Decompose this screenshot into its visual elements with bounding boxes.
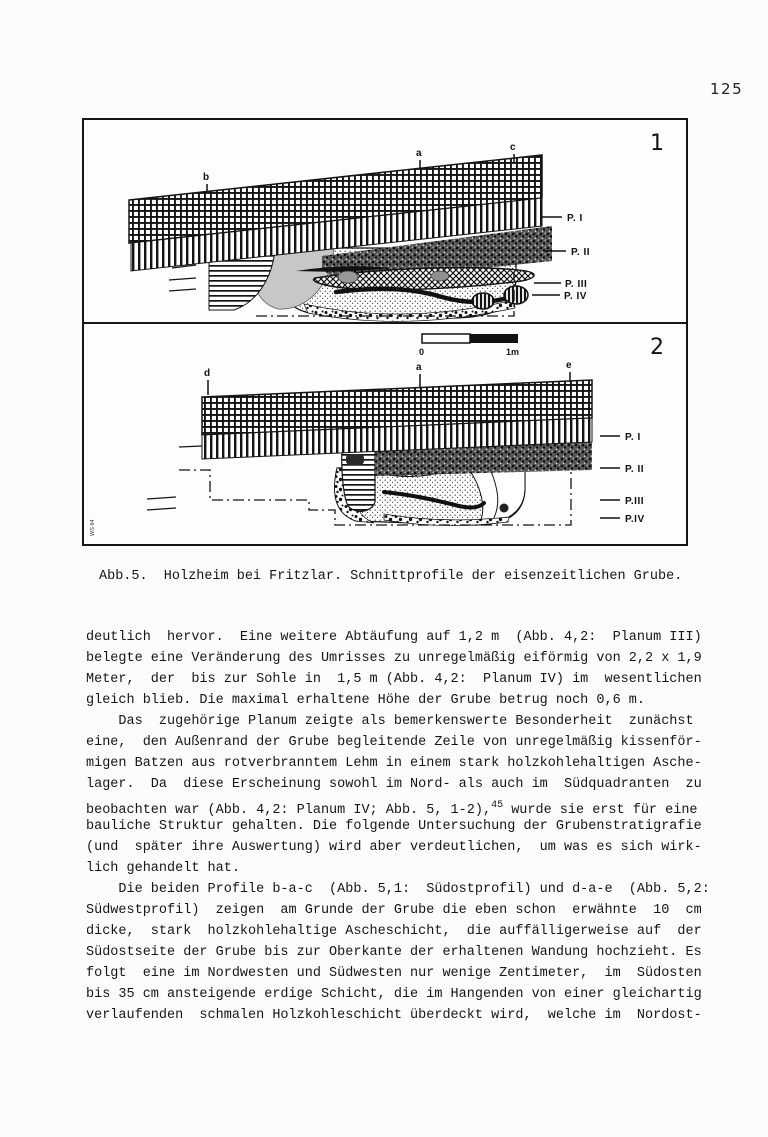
label-planum-2: P. II: [571, 247, 590, 258]
panel-2-number: 2: [650, 335, 664, 360]
body-line: eine, den Außenrand der Grube begleitende Zeile von unregelmäßig kissenför-: [86, 735, 702, 750]
label-planum-4: P. IV: [564, 291, 587, 302]
body-line: (und später ihre Auswertung) wird aber verdeutlichen, um was es sich wirk-: [86, 840, 702, 855]
label-planum-4: P.IV: [625, 514, 645, 525]
figure-panel-1: [84, 120, 686, 324]
body-line: lich gehandelt hat.: [86, 861, 240, 876]
body-line: dicke, stark holzkohlehaltige Ascheschicht, die auffälligerweise auf der: [86, 924, 702, 939]
body-line: bis 35 cm ansteigende erdige Schicht, die im Hangenden von einer gleichartig: [86, 987, 702, 1002]
label-planum-3: P.III: [625, 496, 644, 507]
body-line: deutlich hervor. Eine weitere Abtäufung auf 1,2 m (Abb. 4,2: Planum III): [86, 630, 702, 645]
body-line: gleich blieb. Die maximal erhaltene Höhe der Grube betrug noch 0,6 m.: [86, 693, 645, 708]
body-line: belegte eine Veränderung des Umrisses zu unregelmäßig eiförmig von 2,2 x 1,9: [86, 651, 702, 666]
body-line: verlaufenden schmalen Holzkohleschicht überdeckt wird, welche im Nordost-: [86, 1008, 702, 1023]
marker-c: c: [510, 142, 516, 153]
figure-panel-2: [84, 324, 686, 544]
body-line-text: beobachten war (Abb. 4,2: Planum IV; Abb. 5, 1-2),: [86, 803, 492, 818]
body-text: [86, 627, 710, 1026]
footnote-reference: 45: [491, 800, 504, 811]
marker-b: b: [203, 172, 210, 183]
figure-box: [82, 118, 688, 546]
body-line-with-footnote: [86, 795, 710, 816]
profile-drawing-2: [84, 324, 686, 544]
page-number: 125: [710, 80, 744, 98]
body-line: bauliche Struktur gehalten. Die folgende Untersuchung der Grubenstratigrafie: [86, 819, 702, 834]
figure-caption: Abb.5. Holzheim bei Fritzlar. Schnittprofile der eisenzeitlichen Grube.: [99, 569, 683, 584]
scale-bar-white: [422, 334, 470, 343]
marker-a: a: [416, 362, 422, 373]
body-line-text: wurde sie erst für eine: [503, 803, 698, 818]
marker-e: e: [566, 360, 572, 371]
body-line: Südwestprofil) zeigen am Grunde der Grube die eben schon erwähnte 10 cm: [86, 903, 702, 918]
body-line: lager. Da diese Erscheinung sowohl im Nord- als auch im Südquadranten zu: [86, 777, 702, 792]
body-line: Die beiden Profile b-a-c (Abb. 5,1: Südostprofil) und d-a-e (Abb. 5,2:: [86, 882, 710, 897]
label-planum-2: P. II: [625, 464, 644, 475]
label-planum-1: P. I: [567, 213, 583, 224]
marker-d: d: [204, 368, 211, 379]
illustrator-mark: WS 84: [90, 519, 96, 536]
marker-a: a: [416, 148, 422, 159]
body-line: Meter, der bis zur Sohle in 1,5 m (Abb. 4,2: Planum IV) im wesentlichen: [86, 672, 702, 687]
scale-bar-black: [470, 334, 518, 343]
profile-drawing-1: [84, 120, 686, 322]
scale-zero: 0: [419, 347, 425, 357]
body-line: Südostseite der Grube bis zur Oberkante der erhaltenen Wandung hochzieht. Es: [86, 945, 702, 960]
body-line: folgt eine im Nordwesten und Südwesten nur wenige Zentimeter, im Südosten: [86, 966, 702, 981]
body-line: Das zugehörige Planum zeigte als bemerkenswerte Besonderheit zunächst: [86, 714, 694, 729]
label-planum-1: P. I: [625, 432, 641, 443]
scale-one-meter: 1m: [506, 347, 520, 357]
panel-1-number: 1: [650, 131, 664, 156]
label-planum-3: P. III: [565, 279, 588, 290]
body-line: migen Batzen aus rotverbranntem Lehm in einem stark holzkohlehaltigen Asche-: [86, 756, 702, 771]
